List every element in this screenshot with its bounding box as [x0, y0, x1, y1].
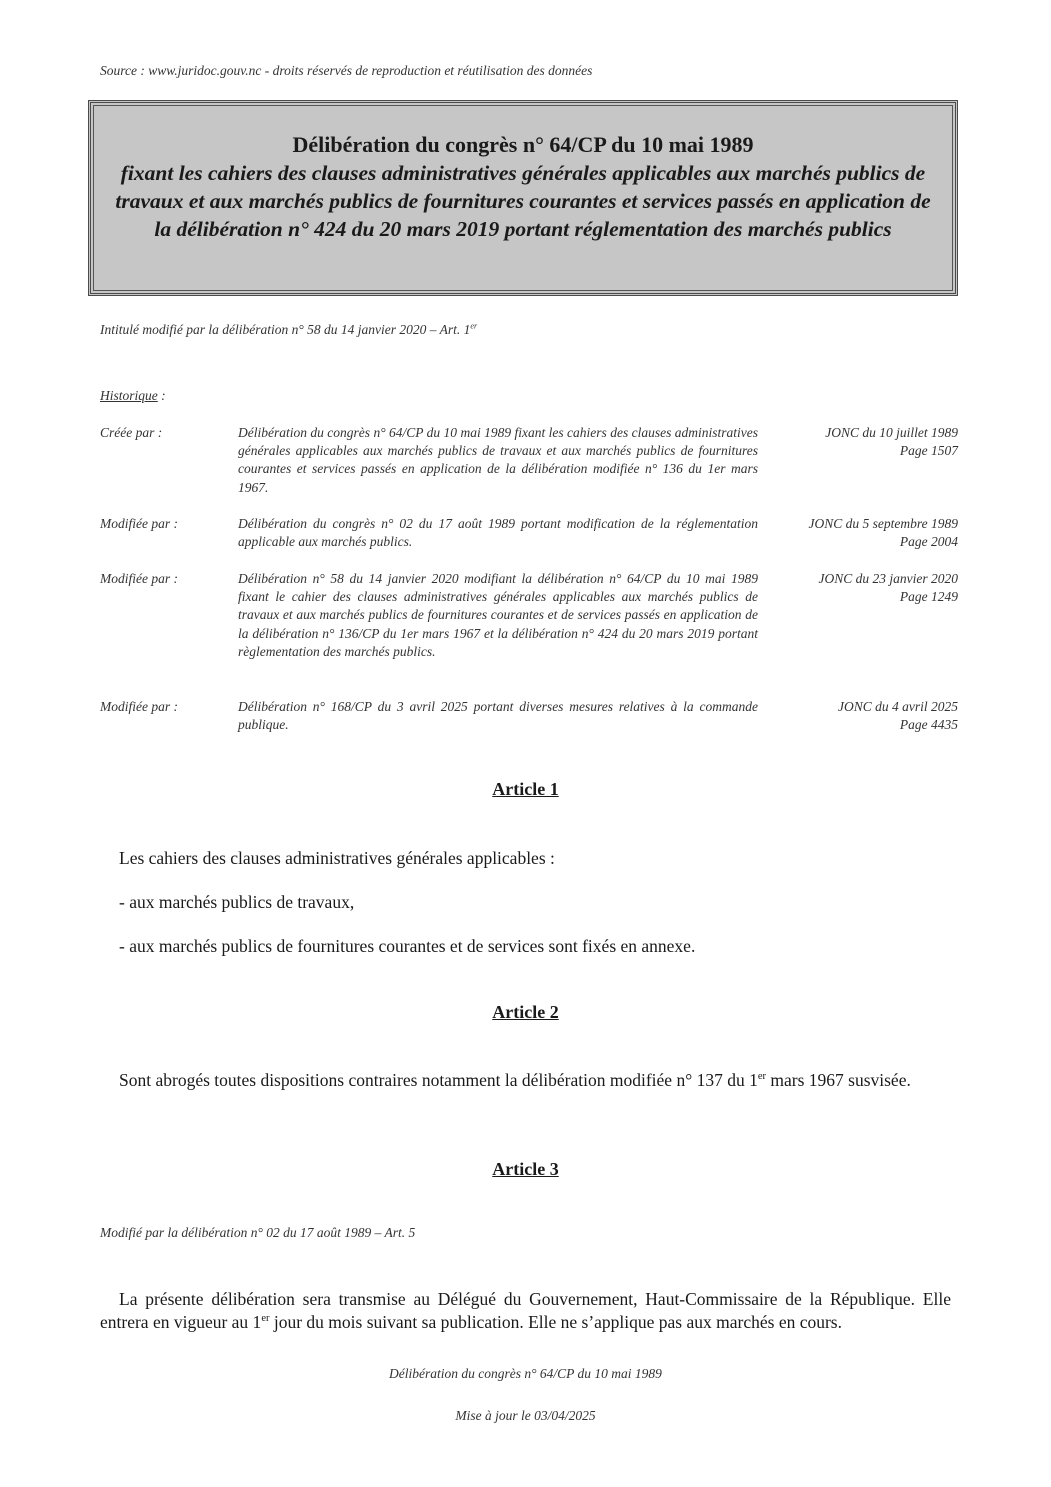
- article-1-item: - aux marchés publics de fournitures courantes et de services sont fixés en annexe.: [119, 936, 696, 956]
- history-description: Délibération n° 168/CP du 3 avril 2025 portant diverses mesures relatives à la commande publique.: [238, 699, 758, 733]
- history-jonc-date: JONC du 23 janvier 2020: [818, 571, 958, 586]
- history-row: [100, 570, 958, 680]
- historique-heading: [100, 388, 166, 404]
- article-3-text-a: La présente délibération sera transmise au Délégué du Gouvernement, Haut-Commissaire de la République. Elle entrera en vigueur au 1: [100, 1289, 951, 1332]
- article-3-sup: er: [261, 1312, 270, 1324]
- history-row: [100, 424, 958, 498]
- history-description: Délibération n° 58 du 14 janvier 2020 modifiant la délibération n° 64/CP du 10 mai 1989 fixant le cahier des clauses administratives générales applicables aux marchés publics de travaux et aux marchés publics de fournitures courantes et de services passés en application de la délibération n° 136/CP du 1er mars 1967 et la délibération n° 424 du 20 mars 2019 portant règlementation des marchés publics.: [238, 571, 758, 659]
- article-2-title: Article 2: [492, 1002, 559, 1022]
- history-jonc-date: JONC du 4 avril 2025: [838, 699, 958, 714]
- article-1-intro: Les cahiers des clauses administratives générales applicables :: [119, 848, 555, 868]
- intitule-note-sup: er: [470, 321, 478, 331]
- history-jonc: [768, 698, 958, 734]
- article-2-text-a: Sont abrogés toutes dispositions contraires notamment la délibération modifiée n° 137 du 1: [119, 1070, 758, 1090]
- history-jonc-page: Page 1507: [899, 443, 958, 459]
- article-1-title: Article 1: [492, 779, 559, 799]
- article-2-text: [100, 1069, 951, 1092]
- title-main: Délibération du congrès n° 64/CP du 10 mai 1989: [292, 132, 754, 157]
- article-3-note: Modifié par la délibération n° 02 du 17 août 1989 – Art. 5: [100, 1225, 416, 1240]
- article-2-text-b: mars 1967 susvisée.: [766, 1070, 911, 1090]
- history-type: Modifiée par :: [100, 571, 178, 586]
- historique-suffix: :: [157, 388, 166, 403]
- history-row: [100, 698, 958, 736]
- article-3-text: [100, 1288, 951, 1333]
- footer-update-date: Mise à jour le 03/04/2025: [455, 1408, 596, 1423]
- history-row: [100, 515, 958, 553]
- history-jonc-date: JONC du 5 septembre 1989: [808, 516, 958, 531]
- intitule-note: [100, 322, 477, 338]
- history-jonc: [768, 570, 958, 606]
- source-line: Source : www.juridoc.gouv.nc - droits réservés de reproduction et réutilisation des données: [100, 63, 593, 78]
- article-1-item: - aux marchés publics de travaux,: [119, 892, 355, 912]
- article-2-sup: er: [757, 1071, 766, 1083]
- history-description: Délibération du congrès n° 64/CP du 10 mai 1989 fixant les cahiers des clauses administratives générales applicables aux marchés publics de travaux et aux marchés publics de fournitures courantes et services passés en application de la délibération modifiée n° 136 du 1er mars 1967.: [238, 425, 758, 495]
- history-type: Créée par :: [100, 425, 163, 440]
- history-description: Délibération du congrès n° 02 du 17 août 1989 portant modification de la réglementation applicable aux marchés publics.: [238, 516, 758, 550]
- title-box: [88, 100, 958, 296]
- history-jonc: [768, 424, 958, 460]
- history-jonc-date: JONC du 10 juillet 1989: [825, 425, 958, 440]
- history-jonc-page: Page 1249: [899, 589, 958, 605]
- history-type: Modifiée par :: [100, 516, 178, 531]
- history-jonc-page: Page 2004: [899, 534, 958, 550]
- intitule-note-text: Intitulé modifié par la délibération n° 58 du 14 janvier 2020 – Art. 1: [100, 322, 471, 337]
- title-subtitle: fixant les cahiers des clauses administratives générales applicables aux marchés publics de travaux et aux marchés publics de fournitures courantes et services passés en application de la délibération n° 424 du 20 mars 2019 portant réglementation des marchés publics: [115, 161, 931, 241]
- history-jonc-page: Page 4435: [899, 717, 958, 733]
- article-3-title: Article 3: [492, 1159, 559, 1179]
- footer-title: Délibération du congrès n° 64/CP du 10 mai 1989: [389, 1366, 662, 1381]
- history-type: Modifiée par :: [100, 699, 178, 714]
- article-3-text-b: jour du mois suivant sa publication. Elle ne s’applique pas aux marchés en cours.: [269, 1311, 842, 1332]
- historique-label: Historique: [100, 388, 158, 403]
- history-jonc: [768, 515, 958, 551]
